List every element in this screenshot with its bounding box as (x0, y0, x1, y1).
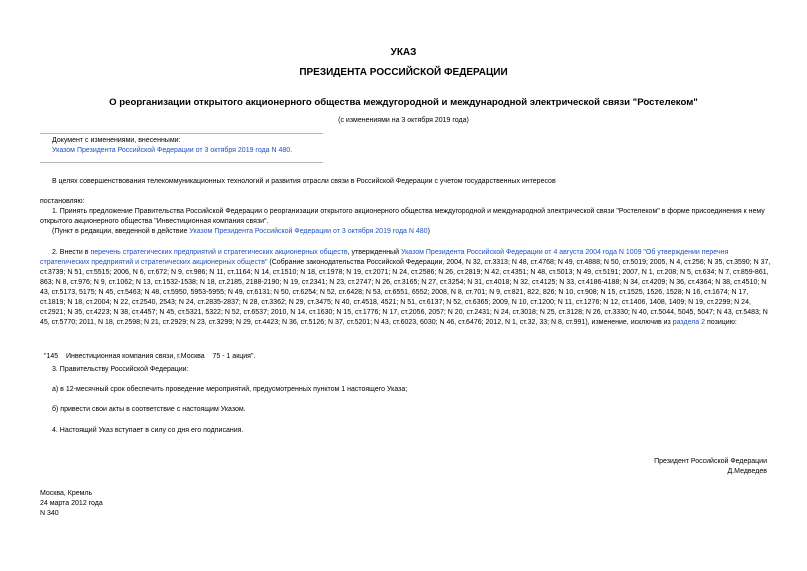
decree-issuer: ПРЕЗИДЕНТА РОССИЙСКОЙ ФЕДЕРАЦИИ (299, 67, 508, 78)
revision-note: (с изменениями на 3 октября 2019 года) (338, 117, 469, 124)
signing-date: 24 марта 2012 года (40, 500, 103, 507)
paragraph-1: 1. Принять предложение Правительства Российской Федерации о реорганизации открытого акционерного общества междугородной и международной электрической связи "Ростелеком" в форме присоединения к нему открытого акционерного общества "Инвестиционная компания связи". (40, 208, 765, 225)
decree-1009-link[interactable]: Указом Президента Российской Федерации от 4 августа 2004 года N 1009 "Об утверждении перечня стратегических предприятий и стратегических акционерных обществ" (40, 249, 729, 266)
decree-title: УКАЗ (390, 47, 417, 58)
paragraph-2: 2. Внести в перечень стратегических предприятий и стратегических акционерных обществ, утвержденный Указом Президента Российской Федерации от 4 августа 2004 года N 1009 "Об утверждении перечня стратегических предприятий и стратегических акционерных обществ" (Собрание законодательства Российской Федерации, 2004, N 32, ст.3313; N 48, ст.4768; N 49, ст.4888; N 50, ст.5019; 2005, N 4, ст.256; N 35, ст.3590; N 37, ст.3739; N 51, ст.5515; 2006, N 6, ст.672; N 9, ст.986; N 11, ст.1164; N 14, ст.1510; N 18, ст.1978; N 19, ст.2071; N 24, ст.2586; N 26, ст.2819; N 42, ст.4351; N 48, ст.5013; N 49, ст.5191; 2007, N 1, ст.208; N 5, ст.634; N 7, ст.859-861, 863; N 8, ст.976; N 9, ст.1062; N 13, ст.1532-1538; N 18, ст.2185, 2188-2190; N 19, ст.2341; N 23, ст.2747; N 26, ст.3165; N 27, ст.3254; N 31, ст.4018; N 32, ст.4125; N 33, ст.4186-4188; N 34, ст.4209; N 36, ст.4364; N 38, ст.4510; N 43, ст.5173, 5175; N 45, ст.5463; N 48, ст.5950, 5953-5955; N 49, ст.6131; N 50, ст.6254; N 52, ст.6428; N 53, ст.6551, 6552; 2008, N 8, ст.701; N 9, ст.821, 822, 826; N 10, ст.908; N 15, ст.1525, 1526, 1528; N 16, ст.1674; N 17, ст.1819; N 18, ст.2004; N 22, ст.2540, 2543; N 24, ст.2835-2837; N 28, ст.3362; N 29, ст.3475; N 40, ст.4518, 4521; N 51, ст.6137; N 52, ст.6365; 2009, N 10, ст.1200; N 11, ст.1276; N 12, ст.1406, 1408, 1409; N 19, ст.2299; N 24, ст.2921; N 35, ст.4223; N 38, ст.4457; N 45, ст.5321, 5322; N 52, ст.6537; 2010, N 14, ст.1630; N 15, ст.1776; N 17, ст.2056, 2057; N 20, ст.2431; N 24, ст.3018; N 25, ст.3128; N 26, ст.3330; N 40, ст.5044, 5045, 5047; N 43, ст.5483; N 45, ст.5770; 2011, N 18, ст.2598; N 21, ст.2929; N 23, ст.3299; N 29, ст.4423; N 36, ст.5126; N 37, ст.5201; N 43, ст.6023, 6030; N 46, ст.6476; 2012, N 1, ст.32, 33; N 8, ст.991), изменение, исключив из раздела 2 позицию: (40, 249, 771, 326)
decree-word: постановляю: (40, 198, 85, 205)
signatory-position: Президент Российской Федерации (654, 458, 767, 465)
changes-link[interactable]: Указом Президента Российской Федерации от 3 октября 2019 года N 480. (52, 147, 293, 154)
paragraph-1-note: (Пункт в редакции, введенной в действие Указом Президента Российской Федерации от 3 октября 2019 года N 480) (52, 228, 430, 235)
p1-note-link[interactable]: Указом Президента Российской Федерации от 3 октября 2019 года N 480 (189, 228, 428, 235)
decree-number: N 340 (40, 510, 59, 517)
excluded-item: "145 Инвестиционная компания связи, г.Москва 75 - 1 акция". (44, 353, 256, 360)
changes-top-rule (40, 133, 323, 134)
strategic-list-link[interactable]: перечень стратегических предприятий и стратегических акционерных обществ (90, 249, 348, 256)
paragraph-3: 3. Правительству Российской Федерации: (52, 366, 189, 373)
signatory-name: Д.Медведев (727, 468, 767, 475)
decree-subject: О реорганизации открытого акционерного общества междугородной и международной электрической связи "Ростелеком" (109, 97, 698, 108)
paragraph-4: 4. Настоящий Указ вступает в силу со дня его подписания. (52, 427, 244, 434)
paragraph-3a: а) в 12-месячный срок обеспечить проведение мероприятий, предусмотренных пунктом 1 настоящего Указа; (52, 386, 408, 393)
signing-place: Москва, Кремль (40, 490, 93, 497)
section-2-link[interactable]: раздела 2 (672, 319, 706, 326)
intro-paragraph: В целях совершенствования телекоммуникационных технологий и развития отрасли связи в Российской Федерации с учетом государственных интересов (52, 178, 556, 185)
changes-bottom-rule (40, 162, 323, 163)
changes-label: Документ с изменениями, внесенными: (52, 137, 181, 144)
paragraph-3b: б) привести свои акты в соответствие с настоящим Указом. (52, 406, 246, 413)
